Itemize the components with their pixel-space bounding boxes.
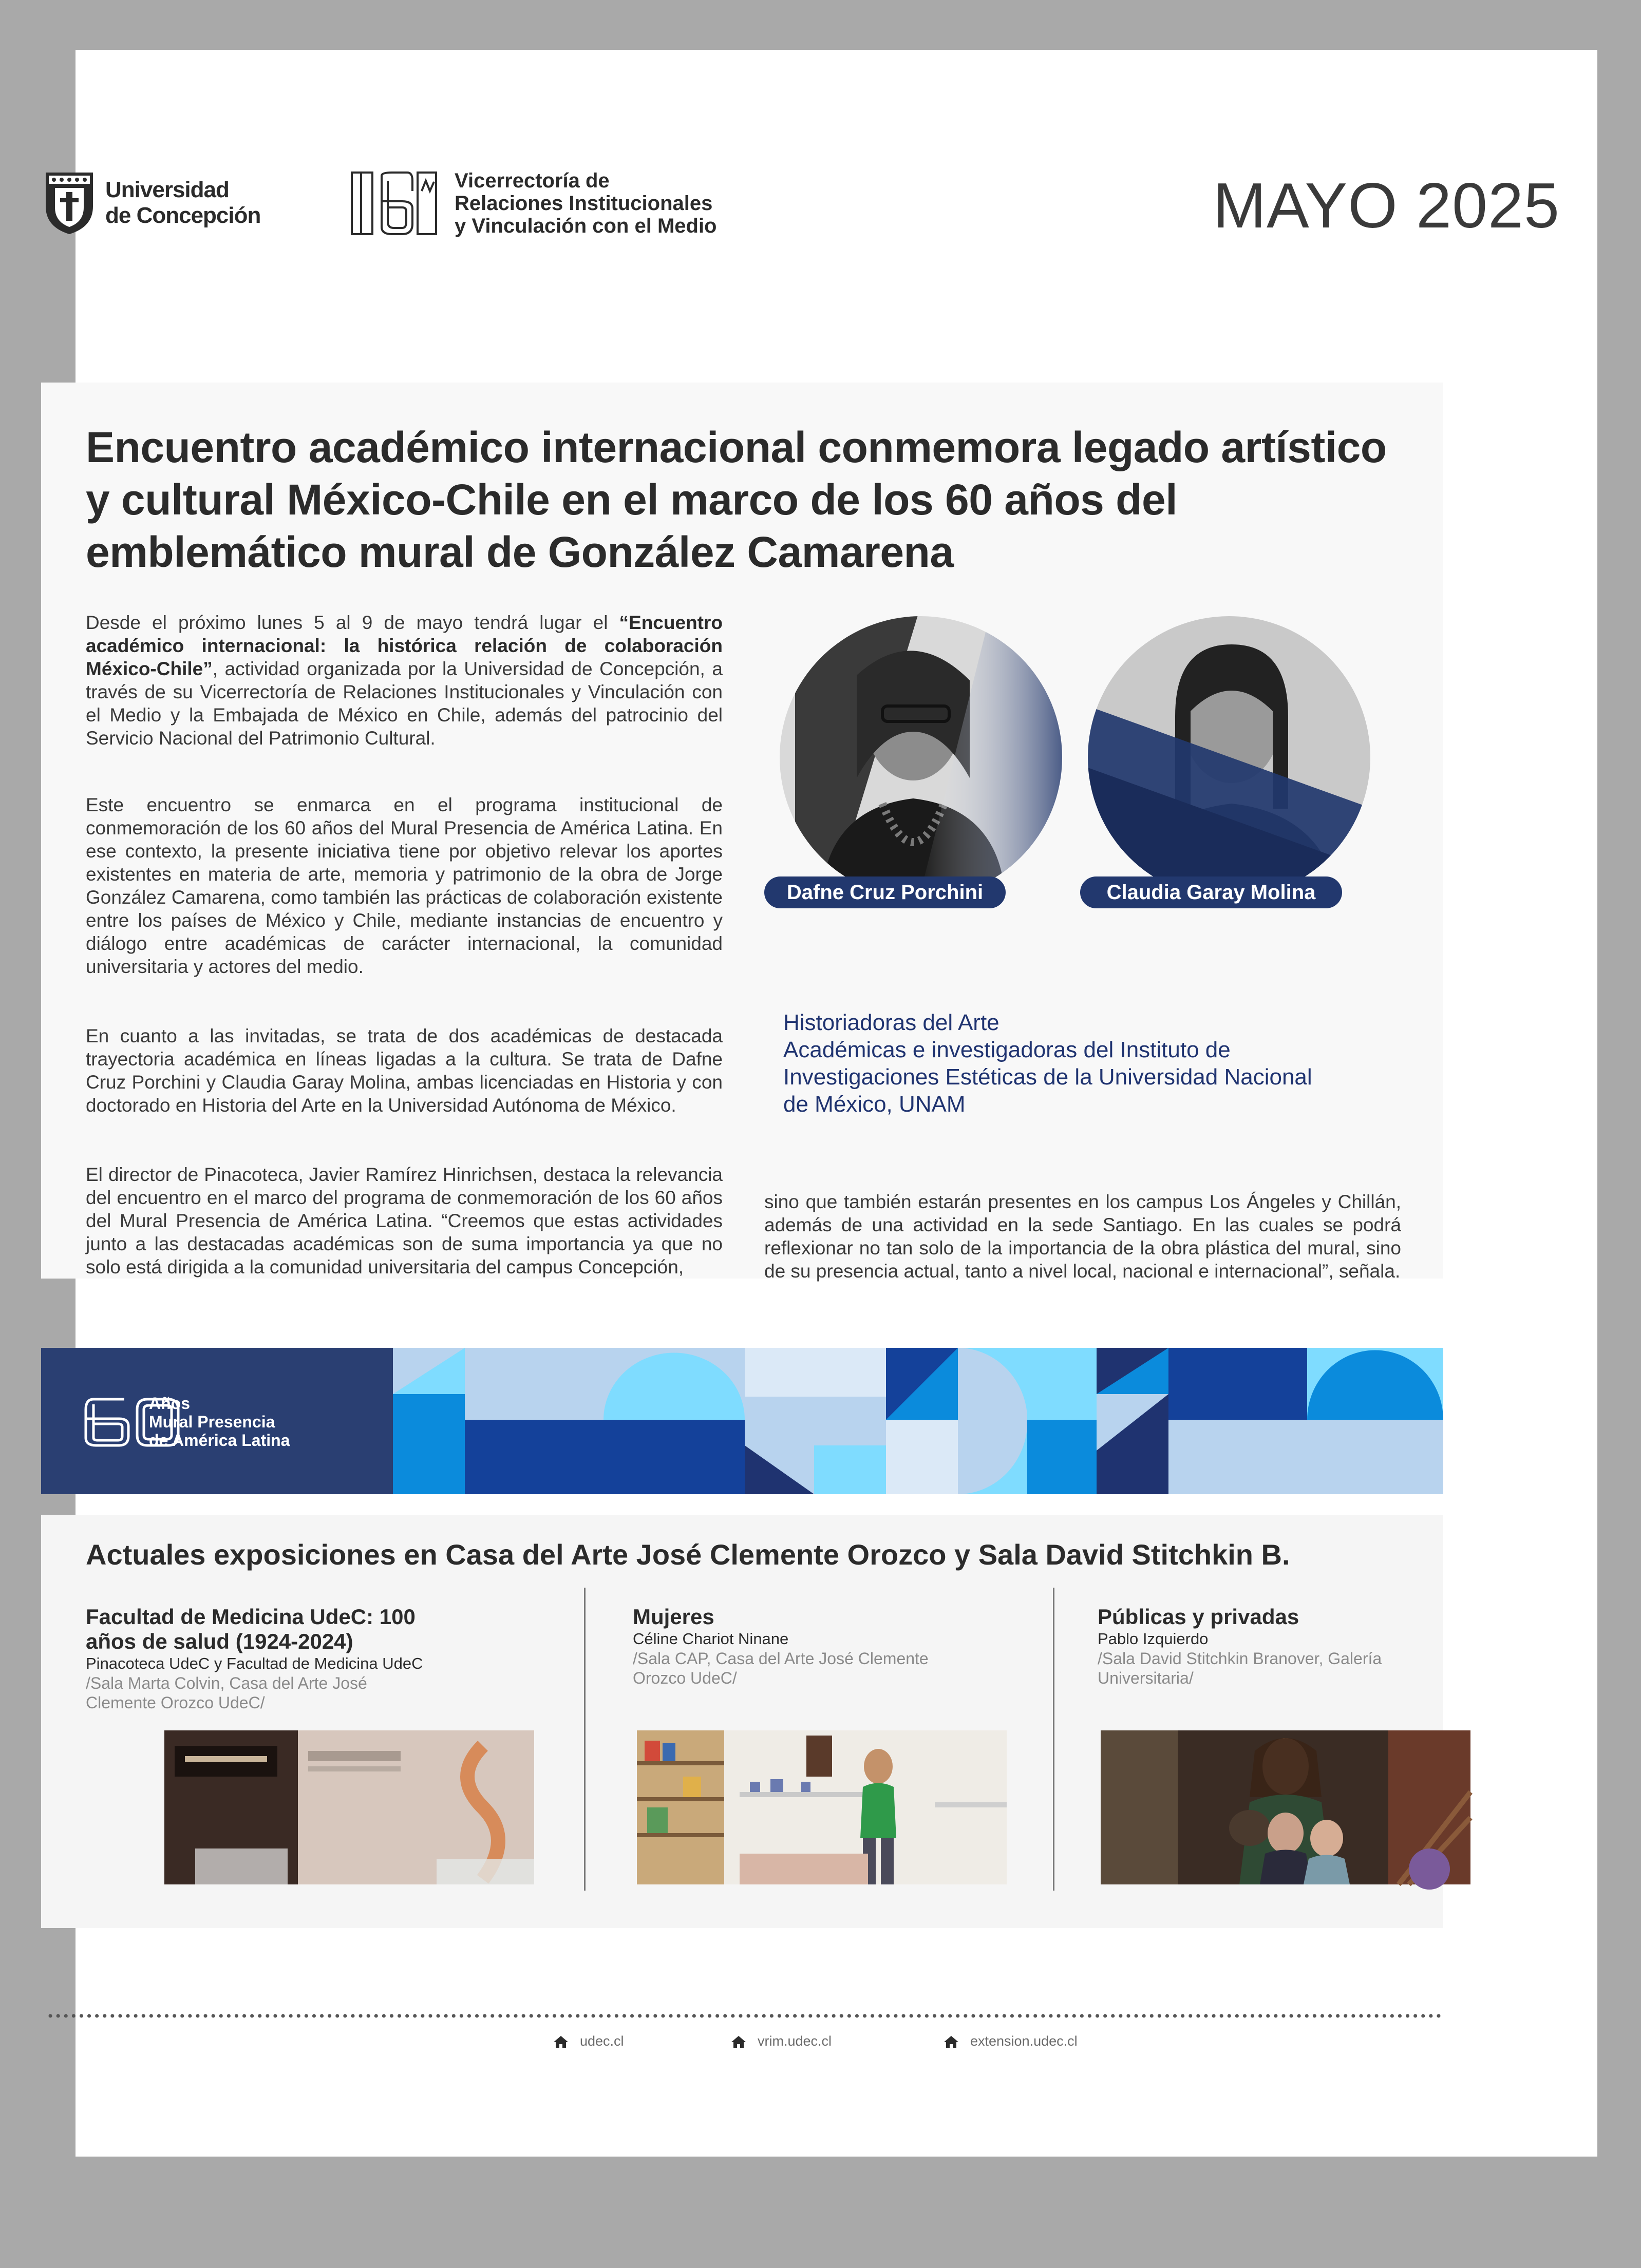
guests-role <box>783 1009 1312 1118</box>
column-divider <box>1053 1588 1054 1891</box>
claudia-photo <box>1072 614 1381 901</box>
exhibition-3 <box>1098 1605 1457 1688</box>
dafne-photo <box>764 614 1072 901</box>
exhibition-1-name: Facultad de Medicina UdeC: 100 <box>86 1605 416 1629</box>
home-icon <box>944 2035 959 2049</box>
exhibition-3-photo <box>1101 1730 1470 1884</box>
exhibition-3-venue-2: Universitaria/ <box>1098 1669 1194 1687</box>
udec-line1: Universidad <box>105 177 229 202</box>
banner-line2: Mural Presencia <box>149 1413 275 1431</box>
article-paragraph-3: En cuanto a las invitadas, se trata de dos académicas de destacada trayectoria académica en líneas ligadas a la cultura. Se trata de Dafne Cruz Porchini y Claudia Garay Molina, ambas licenciadas en Historia y con doctorado en Historia del Arte en la Universidad Autónoma de México. <box>86 1025 723 1116</box>
exhibition-2-name: Mujeres <box>633 1605 714 1629</box>
udec-line2: de Concepción <box>105 203 261 228</box>
issue-month: MAYO 2025 <box>1213 170 1560 241</box>
exhibitions-title: Actuales exposiciones en Casa del Arte José Clemente Orozco y Sala David Stitchkin B. <box>86 1538 1290 1571</box>
geometric-pattern <box>393 1348 1443 1494</box>
home-icon <box>731 2035 746 2049</box>
exhibition-3-author: Pablo Izquierdo <box>1098 1630 1209 1648</box>
exhibition-1-venue: /Sala Marta Colvin, Casa del Arte José <box>86 1674 367 1692</box>
role-line2: Académicas e investigadoras del Instituto de <box>783 1037 1231 1062</box>
exhibition-3-venue: /Sala David Stitchkin Branover, Galería <box>1098 1649 1382 1668</box>
guest-portraits <box>764 614 1373 901</box>
exhibition-2-photo <box>637 1730 1007 1884</box>
vrim-wordmark <box>455 169 717 237</box>
p1-text: Desde el próximo lunes 5 al 9 de mayo tendrá lugar el <box>86 612 619 633</box>
vrim-line1: Vicerrectoría de <box>455 169 610 192</box>
exhibition-1 <box>86 1605 497 1712</box>
vrim-60-logo <box>351 170 438 237</box>
exhibition-2 <box>633 1605 1044 1688</box>
home-icon <box>553 2035 569 2049</box>
exhibition-2-venue: /Sala CAP, Casa del Arte José Clemente <box>633 1649 929 1668</box>
p1-text-end: , actividad organizada por la Universidad de Concepción, a través de su Vicerrectoría de Relaciones Institucionales y Vinculación con el Medio y la Embajada de México en Chile, además del patrocinio del Servicio Nacional del Patrimonio Cultural. <box>86 658 723 749</box>
article-paragraph-5: sino que también estarán presentes en los campus Los Ángeles y Chillán, además de una actividad en la sede Santiago. En las cuales se podrá reflexionar no tan solo de la importancia de la obra plástica del mural, sino de su presencia actual, tanto a nivel local, nacional e internacional”, señala. <box>764 1191 1401 1282</box>
column-divider <box>584 1588 586 1891</box>
article-paragraph-1 <box>86 611 723 750</box>
article-paragraph-2: Este encuentro se enmarca en el programa institucional de conmemoración de los 60 años del Mural Presencia de América Latina. En ese contexto, la presente iniciativa tiene por objetivo relevar los aportes existentes en materia de arte, memoria y patrimonio de la obra de Jorge González Camarena, como también las prácticas de colaboración existente entre los países de México y Chile, mediante instancias de encuentro y diálogo entre académicas de carácter internacional, la comunidad universitaria y actores del medio. <box>86 794 723 977</box>
vrim-line3: y Vinculación con el Medio <box>455 215 717 237</box>
guest-name-dafne: Dafne Cruz Porchini <box>764 876 1006 908</box>
role-line4: de México, UNAM <box>783 1092 966 1117</box>
role-line3: Investigaciones Estéticas de la Universidad Nacional <box>783 1064 1312 1090</box>
exhibition-1-name-2: años de salud (1924-2024) <box>86 1629 353 1653</box>
vrim-line2: Relaciones Institucionales <box>455 192 713 215</box>
banner-line3: de América Latina <box>149 1431 290 1450</box>
footer-link-udec[interactable] <box>553 2033 624 2049</box>
udec-shield-logo <box>44 170 95 236</box>
event-name: “Encuentro académico internacional: la histórica relación de colaboración México-Chile” <box>86 612 723 679</box>
footer-link-vrim[interactable] <box>731 2033 832 2049</box>
udec-wordmark <box>105 177 260 228</box>
exhibition-1-venue-2: Clemente Orozco UdeC/ <box>86 1693 265 1712</box>
footer-dotted-rule <box>49 2013 1443 2019</box>
exhibition-2-venue-2: Orozco UdeC/ <box>633 1669 737 1687</box>
article-headline: Encuentro académico internacional conmemora legado artístico y cultural México-Chile en el marco de los 60 años del emblemático mural de González Camarena <box>86 423 1387 576</box>
footer-link-udec-text[interactable]: udec.cl <box>580 2033 624 2049</box>
exhibition-3-name: Públicas y privadas <box>1098 1605 1299 1629</box>
guest-name-claudia: Claudia Garay Molina <box>1080 876 1342 908</box>
footer-link-extension-text[interactable]: extension.udec.cl <box>970 2033 1078 2049</box>
banner-line1: Años <box>149 1394 190 1413</box>
exhibition-1-photo <box>164 1730 534 1884</box>
exhibition-2-author: Céline Chariot Ninane <box>633 1630 789 1648</box>
footer-link-extension[interactable] <box>944 2033 1078 2049</box>
article-paragraph-4: El director de Pinacoteca, Javier Ramírez Hinrichsen, destaca la relevancia del encuentro en el marco del programa de conmemoración de los 60 años del Mural Presencia de América Latina. “Creemos que estas actividades junto a las destacadas académicas son de suma importancia ya que no solo está dirigida a la comunidad universitaria del campus Concepción, <box>86 1164 723 1278</box>
exhibition-1-author: Pinacoteca UdeC y Facultad de Medicina UdeC <box>86 1654 423 1672</box>
footer-link-vrim-text[interactable]: vrim.udec.cl <box>758 2033 832 2049</box>
banner-label <box>149 1394 290 1450</box>
role-line1: Historiadoras del Arte <box>783 1010 999 1035</box>
